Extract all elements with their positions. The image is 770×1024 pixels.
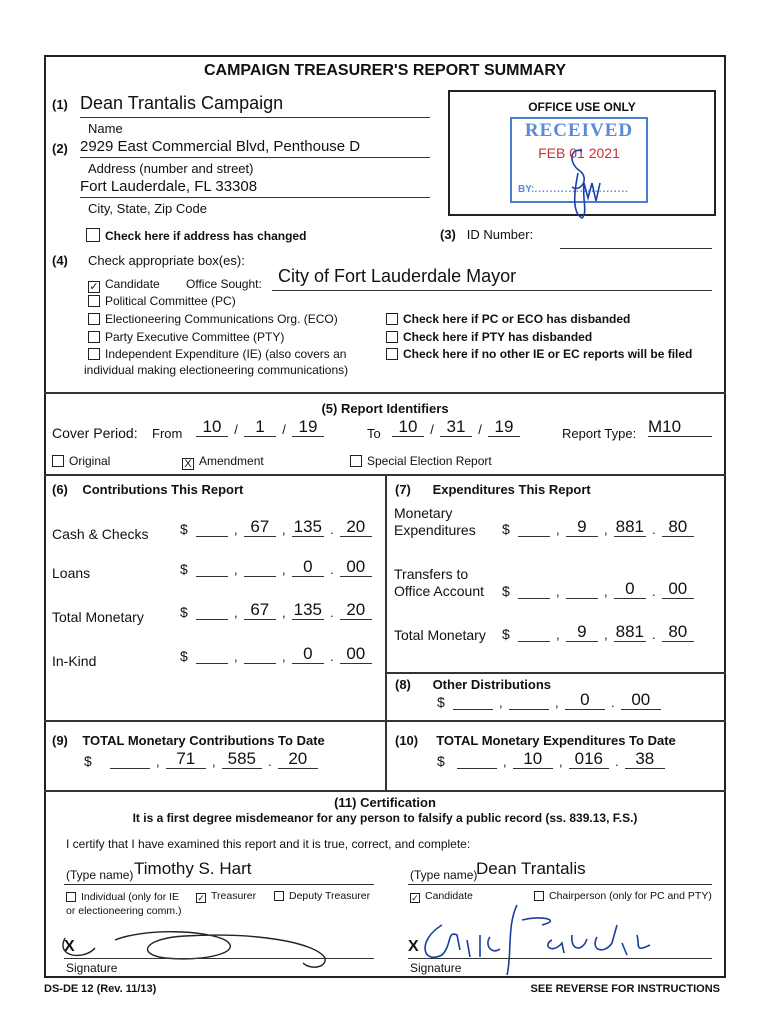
pty-checkbox[interactable] <box>88 330 284 344</box>
amount-field[interactable]: 135 <box>293 600 322 619</box>
amount-field[interactable] <box>196 663 228 664</box>
amount-separator: $ <box>437 753 445 769</box>
transfers-amount[interactable] <box>502 580 694 599</box>
amount-separator: . <box>651 627 656 642</box>
amount-separator: , <box>233 562 238 577</box>
amount-field[interactable]: 881 <box>615 622 644 641</box>
misdemeanor-warning: It is a first degree misdemeanor for any person to falsify a public record (ss. 839.13, F.S.) <box>132 811 638 825</box>
amount-field[interactable]: 135 <box>293 517 322 536</box>
amount-field[interactable]: 20 <box>340 518 372 537</box>
section-number: (6) <box>52 482 68 497</box>
amount-separator: . <box>267 754 272 769</box>
amount-separator: , <box>502 754 507 769</box>
amount-field[interactable]: 00 <box>340 558 372 577</box>
city-label: City, State, Zip Code <box>88 201 207 216</box>
from-date[interactable] <box>196 418 324 437</box>
office-sought-value[interactable]: City of Fort Lauderdale Mayor <box>278 266 517 286</box>
amount-separator: , <box>281 522 286 537</box>
candidate-label: Candidate <box>105 277 160 291</box>
individual-checkbox[interactable] <box>66 890 182 918</box>
loans-amount[interactable] <box>180 558 372 577</box>
treasurer-label: Treasurer <box>211 890 257 902</box>
office-use-heading: OFFICE USE ONLY <box>528 100 636 114</box>
amount-field[interactable]: 80 <box>662 623 694 642</box>
amount-separator: , <box>558 754 563 769</box>
amount-field[interactable] <box>457 768 497 769</box>
type-name-label: (Type name) <box>66 868 134 882</box>
amendment-checkbox[interactable] <box>182 454 264 470</box>
initials-signature <box>560 143 610 223</box>
amount-separator: , <box>555 522 560 537</box>
total-monetary-exp-label: Total Monetary <box>394 627 486 643</box>
address-changed-label: Check here if address has changed <box>105 229 307 243</box>
section-number: (2) <box>52 141 68 156</box>
deputy-treasurer-label: Deputy Treasurer <box>289 890 371 902</box>
amount-field[interactable] <box>110 768 150 769</box>
pc-checkbox[interactable] <box>88 294 236 308</box>
amount-separator: $ <box>180 604 188 620</box>
office-sought-label: Office Sought: <box>186 277 262 291</box>
street-address[interactable]: 2929 East Commercial Blvd, Penthouse D <box>80 138 361 155</box>
amount-separator: $ <box>180 648 188 664</box>
contributions-heading: Contributions This Report <box>82 482 244 497</box>
individual-label: Individual (only for IE <box>81 891 180 903</box>
amount-separator: , <box>281 562 286 577</box>
in-kind-label: In-Kind <box>52 653 97 669</box>
amount-separator: . <box>329 562 334 577</box>
amount-field[interactable] <box>518 536 550 537</box>
amount-field[interactable]: 585 <box>222 750 262 769</box>
signature-label: Signature <box>410 961 462 975</box>
amount-field[interactable]: 67 <box>244 601 276 620</box>
amount-field[interactable]: 9 <box>566 518 598 537</box>
pty-disbanded-checkbox[interactable] <box>386 330 592 344</box>
form-title: CAMPAIGN TREASURER'S REPORT SUMMARY <box>203 62 567 79</box>
amount-separator: , <box>155 754 160 769</box>
pty-disbanded-label: Check here if PTY has disbanded <box>403 330 593 344</box>
amount-separator: / <box>430 422 434 437</box>
name-label: Name <box>88 121 123 136</box>
amount-separator: , <box>603 627 608 642</box>
amount-field[interactable]: 19 <box>488 418 520 437</box>
amount-separator: $ <box>180 521 188 537</box>
amount-separator: . <box>610 695 615 710</box>
amount-field[interactable]: 31 <box>440 418 472 437</box>
candidate-name[interactable]: Dean Trantalis <box>476 859 586 878</box>
total-expenditures-heading: TOTAL Monetary Expenditures To Date <box>436 733 676 748</box>
address-changed-checkbox[interactable] <box>86 228 306 243</box>
amount-field[interactable] <box>244 576 276 577</box>
candidate-checkbox[interactable] <box>88 277 160 293</box>
amount-separator: $ <box>84 753 92 769</box>
amount-separator: , <box>603 584 608 599</box>
monetary-expenditures-label: Monetary Expenditures <box>394 505 476 538</box>
amount-separator: . <box>614 754 619 769</box>
amount-field[interactable]: 20 <box>340 601 372 620</box>
signature-x: X <box>408 938 419 955</box>
amount-field[interactable] <box>196 536 228 537</box>
received-date: FEB 01 2021 <box>538 145 620 161</box>
amount-field[interactable]: 71 <box>166 750 206 769</box>
monetary-expenditures-amount[interactable] <box>502 518 694 537</box>
transfers-label: Transfers to Office Account <box>394 566 485 599</box>
pc-label: Political Committee (PC) <box>105 294 236 308</box>
by-label: BY: <box>518 184 535 195</box>
amount-separator: $ <box>502 583 510 599</box>
report-identifiers-heading: (5) Report Identifiers <box>321 401 449 416</box>
amount-field[interactable]: 00 <box>662 580 694 599</box>
amount-field[interactable] <box>518 641 550 642</box>
amount-field[interactable]: 10 <box>513 750 553 769</box>
section-number: (9) <box>52 733 68 748</box>
ie-checkbox[interactable] <box>88 347 346 361</box>
amount-separator: , <box>281 649 286 664</box>
x-mark-icon: X <box>182 458 194 470</box>
amount-separator: , <box>498 695 503 710</box>
section-number: (7) <box>395 482 411 497</box>
eco-label: Electioneering Communications Org. (ECO) <box>105 312 338 326</box>
to-date[interactable] <box>392 418 520 437</box>
amount-field[interactable] <box>566 598 598 599</box>
section-number: (3) <box>440 227 456 242</box>
report-type-label: Report Type: <box>562 426 637 441</box>
amount-field[interactable]: M10 <box>648 418 712 437</box>
treasurer-checkbox[interactable] <box>196 890 256 903</box>
amount-field[interactable]: 00 <box>340 645 372 664</box>
reverse-instructions: SEE REVERSE FOR INSTRUCTIONS <box>530 983 720 995</box>
amount-separator: , <box>603 522 608 537</box>
pty-label: Party Executive Committee (PTY) <box>105 330 285 344</box>
amount-separator: $ <box>502 521 510 537</box>
total-monetary-contrib-amount[interactable] <box>180 601 372 620</box>
amount-field[interactable]: 80 <box>662 518 694 537</box>
original-label: Original <box>69 454 111 468</box>
check-icon: ✓ <box>89 281 99 293</box>
report-type-field[interactable] <box>648 418 712 437</box>
signature-x: X <box>64 938 75 955</box>
cash-checks-label: Cash & Checks <box>52 526 149 542</box>
type-name-label: (Type name) <box>410 868 478 882</box>
pc-disbanded-label: Check here if PC or ECO has disbanded <box>403 312 631 326</box>
amount-field[interactable]: 10 <box>392 418 424 437</box>
other-distributions-amount[interactable] <box>437 691 661 710</box>
amount-field[interactable]: 016 <box>569 750 609 769</box>
eco-checkbox[interactable] <box>88 312 338 326</box>
pc-disbanded-checkbox[interactable] <box>386 312 630 326</box>
ie-label: Independent Expenditure (IE) (also covers an <box>105 347 347 361</box>
treasurer-name[interactable]: Timothy S. Hart <box>134 859 252 878</box>
amount-field[interactable]: 0 <box>292 558 324 577</box>
committee-name[interactable]: Dean Trantalis Campaign <box>80 93 284 113</box>
chairperson-label: Chairperson (only for PC and PTY) <box>549 890 712 902</box>
amount-field[interactable] <box>244 663 276 664</box>
to-label: To <box>367 426 381 441</box>
check-boxes-label: Check appropriate box(es): <box>88 253 245 268</box>
amount-separator: / <box>234 422 238 437</box>
cash-checks-amount[interactable] <box>180 518 372 537</box>
section-number: (1) <box>52 97 68 112</box>
amount-field[interactable] <box>453 709 493 710</box>
amount-separator: / <box>282 422 286 437</box>
form-number: DS-DE 12 (Rev. 11/13) <box>44 983 157 995</box>
in-kind-amount[interactable] <box>180 645 372 664</box>
check-icon: ✓ <box>197 893 205 903</box>
amount-field[interactable] <box>196 619 228 620</box>
section-number: (8) <box>395 677 411 692</box>
amount-separator: . <box>651 584 656 599</box>
street-label: Address (number and street) <box>88 161 254 176</box>
amount-field[interactable]: 0 <box>614 580 646 599</box>
amount-separator: , <box>555 584 560 599</box>
certify-statement: I certify that I have examined this report and it is true, correct, and complete: <box>66 837 471 851</box>
special-election-checkbox[interactable] <box>350 454 492 468</box>
amount-separator: , <box>554 695 559 710</box>
received-stamp: RECEIVED FEB 01 2021 BY:......................... <box>510 117 648 203</box>
amount-separator: , <box>211 754 216 769</box>
signature-label: Signature <box>66 961 118 975</box>
amount-field[interactable]: 0 <box>292 645 324 664</box>
expenditures-heading: Expenditures This Report <box>432 482 591 497</box>
certification-heading: (11) Certification <box>334 795 436 810</box>
section-number: (10) <box>395 733 419 748</box>
amount-separator: $ <box>502 626 510 642</box>
no-other-label: Check here if no other IE or EC reports will be filed <box>403 347 693 361</box>
amount-separator: , <box>233 605 238 620</box>
city-state-zip[interactable]: Fort Lauderdale, FL 33308 <box>80 178 258 195</box>
amount-separator: $ <box>180 561 188 577</box>
amount-field[interactable] <box>196 576 228 577</box>
amount-separator: . <box>651 522 656 537</box>
id-number-field[interactable] <box>560 248 712 249</box>
received-text: RECEIVED <box>524 120 634 141</box>
ie-label-cont: individual making electioneering communications) <box>84 363 349 377</box>
amount-field[interactable]: 38 <box>625 750 665 769</box>
amount-separator: . <box>329 649 334 664</box>
amount-field[interactable]: 9 <box>566 623 598 642</box>
amount-field[interactable]: 0 <box>565 691 605 710</box>
total-monetary-contrib-label: Total Monetary <box>52 609 144 625</box>
total-contributions-heading: TOTAL Monetary Contributions To Date <box>82 733 325 748</box>
deputy-treasurer-checkbox[interactable] <box>274 890 370 902</box>
total-contributions-amount[interactable] <box>84 750 318 769</box>
amount-separator: , <box>233 522 238 537</box>
amount-separator: , <box>233 649 238 664</box>
no-other-reports-checkbox[interactable] <box>386 347 692 361</box>
amount-field[interactable]: 19 <box>292 418 324 437</box>
original-checkbox[interactable] <box>52 454 110 468</box>
amount-field[interactable]: 20 <box>278 750 318 769</box>
amount-field[interactable]: 10 <box>196 418 228 437</box>
amount-separator: , <box>555 627 560 642</box>
individual-label-cont: or electioneering comm.) <box>66 905 182 917</box>
total-monetary-exp-amount[interactable] <box>502 623 694 642</box>
from-label: From <box>152 426 183 441</box>
amount-separator: . <box>329 522 334 537</box>
amount-field[interactable] <box>509 709 549 710</box>
id-number-label: ID Number: <box>466 227 534 242</box>
amount-field[interactable]: 881 <box>615 517 644 536</box>
check-icon: ✓ <box>411 893 419 903</box>
amount-separator: $ <box>437 694 445 710</box>
amount-field[interactable]: 1 <box>244 418 276 437</box>
section-number: (4) <box>52 253 68 268</box>
amount-separator: , <box>281 605 286 620</box>
special-election-label: Special Election Report <box>367 454 492 468</box>
amendment-label: Amendment <box>199 454 264 468</box>
candidate-label: Candidate <box>425 890 473 902</box>
amount-separator: / <box>478 422 482 437</box>
cover-period-label: Cover Period: <box>52 425 138 441</box>
other-distributions-heading: Other Distributions <box>432 677 552 692</box>
amount-field[interactable] <box>518 598 550 599</box>
amount-field[interactable]: 00 <box>621 691 661 710</box>
amount-field[interactable]: 67 <box>244 518 276 537</box>
amount-separator: . <box>329 605 334 620</box>
loans-label: Loans <box>52 565 91 581</box>
total-expenditures-amount[interactable] <box>437 750 665 769</box>
